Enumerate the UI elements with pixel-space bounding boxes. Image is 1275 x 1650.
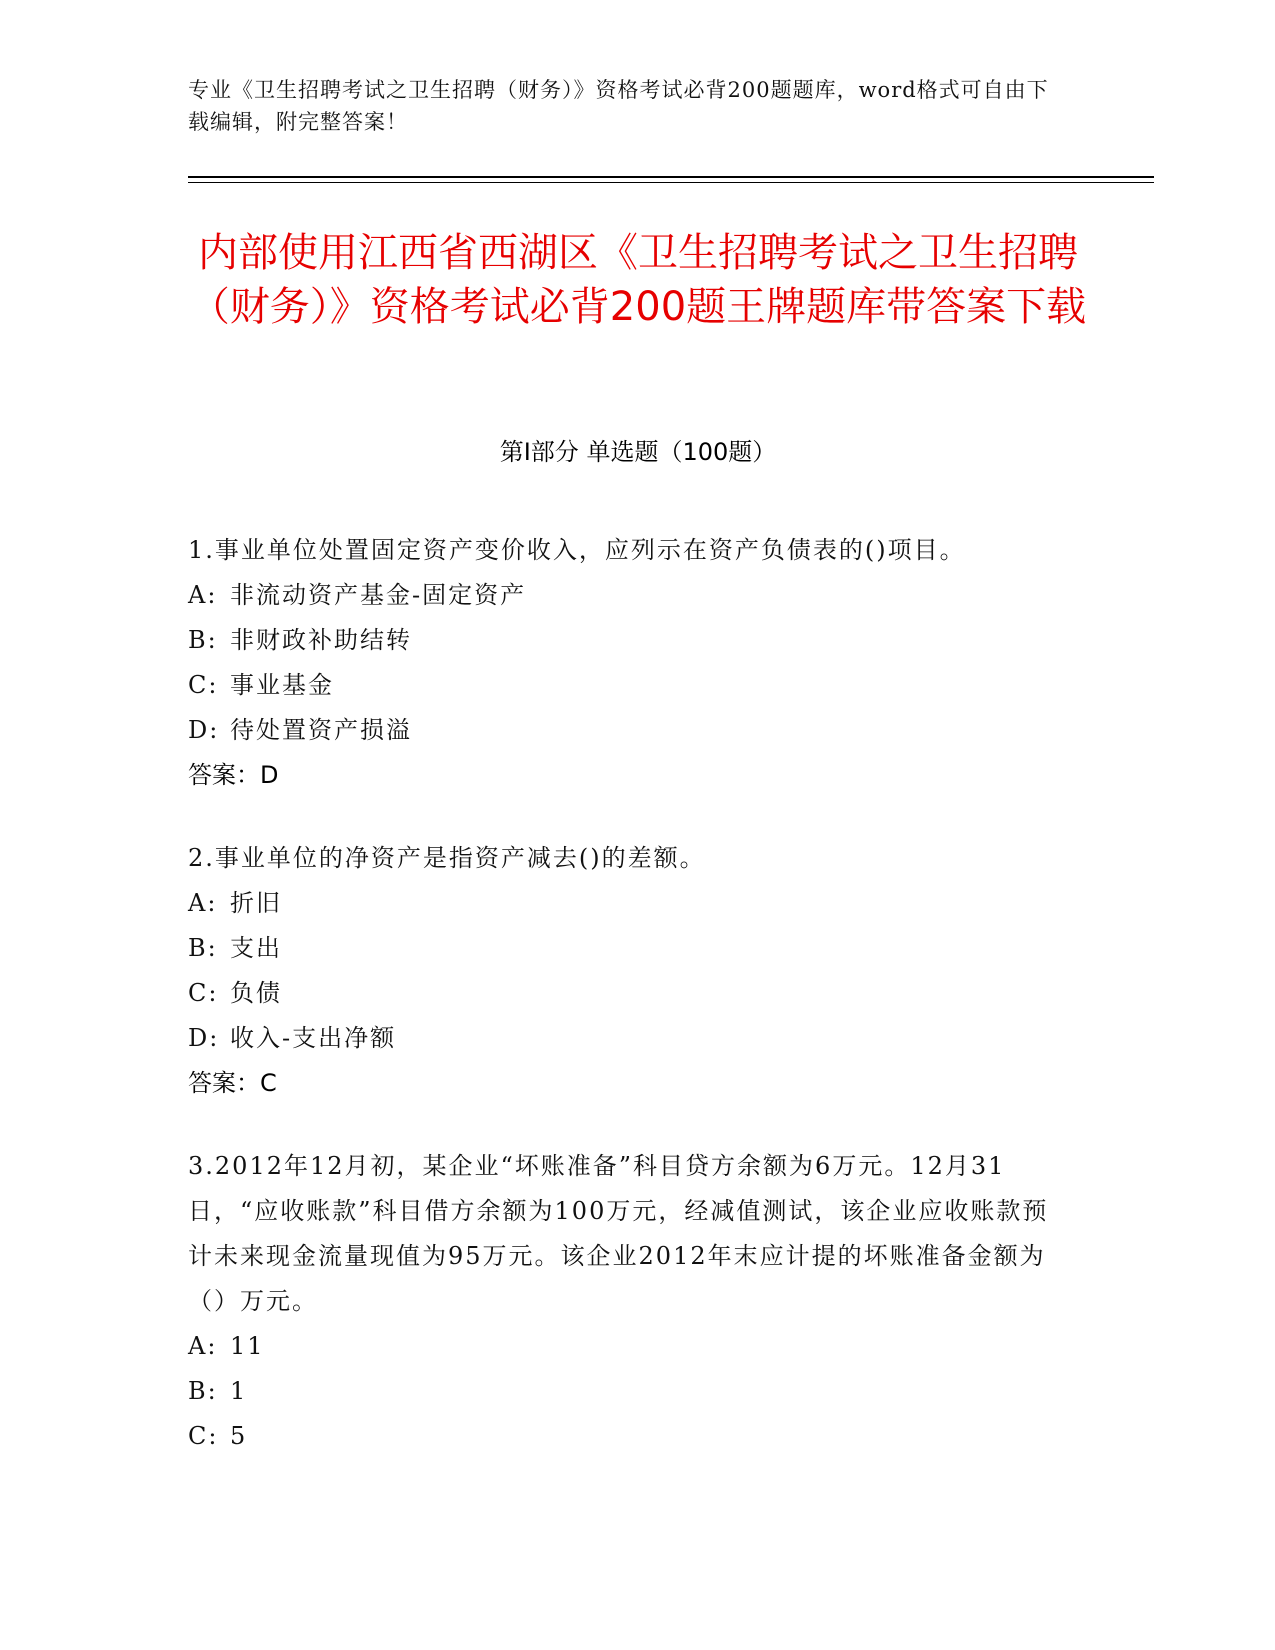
option-b (188, 926, 1068, 971)
question-stem: 3.2012年12月初，某企业“坏账准备”科目贷方余额为6万元。12月31日，“应收账款”科目借方余额为100万元，经减值测试，该企业应收账款预计未来现金流量现值为95万元。该企业2012年末应计提的坏账准备金额为（）万元。 (188, 1152, 1049, 1315)
option-c (188, 1414, 1068, 1459)
option-label: D: (188, 1024, 220, 1052)
option-text: 支出 (230, 934, 282, 962)
option-text: 11 (230, 1332, 265, 1360)
option-b (188, 1369, 1068, 1414)
option-label: B: (188, 934, 218, 962)
answer: 答案：D (188, 761, 279, 789)
option-c (188, 971, 1068, 1016)
option-label: B: (188, 1377, 218, 1405)
question-stem: 2.事业单位的净资产是指资产减去()的差额。 (188, 844, 706, 872)
option-a (188, 881, 1068, 926)
option-text: 5 (230, 1422, 248, 1450)
document-title: 内部使用江西省西湖区《卫生招聘考试之卫生招聘（财务）》资格考试必背200题王牌题库带答案下载 (189, 230, 1087, 330)
question-stem: 1.事业单位处置固定资产变价收入，应列示在资产负债表的()项目。 (188, 536, 966, 564)
option-b (188, 618, 1068, 663)
header-rule-thick (188, 176, 1154, 178)
option-text: 非流动资产基金-固定资产 (230, 581, 527, 609)
option-text: 折旧 (230, 889, 282, 917)
answer: 答案：C (188, 1069, 277, 1097)
option-a (188, 1324, 1068, 1369)
option-text: 收入-支出净额 (230, 1024, 397, 1052)
section-heading: 第Ⅰ部分 单选题（100题） (499, 438, 777, 466)
option-text: 事业基金 (230, 671, 334, 699)
option-label: A: (188, 581, 218, 609)
option-label: A: (188, 889, 218, 917)
option-a (188, 573, 1068, 618)
option-text: 负债 (230, 979, 282, 1007)
option-text: 待处置资产损溢 (230, 716, 412, 744)
option-c (188, 663, 1068, 708)
question-2 (188, 836, 1068, 1106)
option-text: 1 (230, 1377, 248, 1405)
option-label: A: (188, 1332, 218, 1360)
option-d (188, 708, 1068, 753)
option-label: B: (188, 626, 218, 654)
question-1 (188, 528, 1068, 798)
option-label: D: (188, 716, 220, 744)
option-d (188, 1016, 1068, 1061)
option-text: 非财政补助结转 (230, 626, 412, 654)
question-list (188, 528, 1068, 1497)
question-3 (188, 1144, 1068, 1459)
option-label: C: (188, 979, 219, 1007)
header-note: 专业《卫生招聘考试之卫生招聘（财务）》资格考试必背200题题库，word格式可自由下载编辑，附完整答案！ (188, 78, 1049, 134)
option-label: C: (188, 1422, 219, 1450)
header-rule-thin (188, 182, 1154, 183)
option-label: C: (188, 671, 219, 699)
